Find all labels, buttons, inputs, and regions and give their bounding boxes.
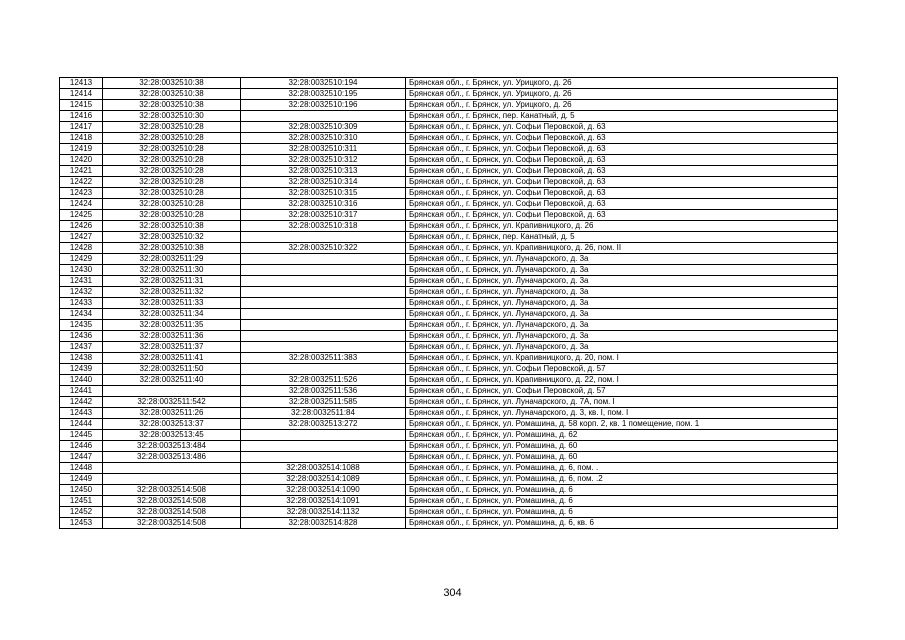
row-number-cell: 12427 [60, 232, 103, 243]
table-row [60, 276, 838, 287]
land-cadastral-number-cell: 32:28:0032514:508 [103, 507, 241, 518]
land-cadastral-number-cell: 32:28:0032510:28 [103, 122, 241, 133]
address-cell: Брянская обл., г. Брянск, ул. Софьи Перовской, д. 63 [406, 133, 838, 144]
table-row [60, 430, 838, 441]
row-number-cell: 12441 [60, 386, 103, 397]
table-row [60, 419, 838, 430]
address-cell: Брянская обл., г. Брянск, ул. Луначарского, д. 3а [406, 309, 838, 320]
row-number-cell: 12430 [60, 265, 103, 276]
table-row [60, 408, 838, 419]
land-cadastral-number-cell [103, 463, 241, 474]
land-cadastral-number-cell: 32:28:0032510:28 [103, 166, 241, 177]
object-cadastral-number-cell: 32:28:0032510:309 [241, 122, 406, 133]
table-row [60, 496, 838, 507]
address-cell: Брянская обл., г. Брянск, ул. Луначарского, д. 3а [406, 265, 838, 276]
table-row [60, 78, 838, 89]
row-number-cell: 12436 [60, 331, 103, 342]
object-cadastral-number-cell: 32:28:0032514:1090 [241, 485, 406, 496]
table-row [60, 518, 838, 529]
table-row [60, 320, 838, 331]
row-number-cell: 12435 [60, 320, 103, 331]
row-number-cell: 12419 [60, 144, 103, 155]
land-cadastral-number-cell: 32:28:0032511:37 [103, 342, 241, 353]
address-cell: Брянская обл., г. Брянск, пер. Канатный, д. 5 [406, 111, 838, 122]
object-cadastral-number-cell: 32:28:0032511:536 [241, 386, 406, 397]
address-cell: Брянская обл., г. Брянск, ул. Луначарского, д. 3а [406, 298, 838, 309]
address-cell: Брянская обл., г. Брянск, ул. Софьи Перовской, д. 63 [406, 210, 838, 221]
object-cadastral-number-cell [241, 276, 406, 287]
object-cadastral-number-cell: 32:28:0032510:195 [241, 89, 406, 100]
object-cadastral-number-cell [241, 111, 406, 122]
land-cadastral-number-cell: 32:28:0032514:508 [103, 518, 241, 529]
land-cadastral-number-cell: 32:28:0032510:30 [103, 111, 241, 122]
object-cadastral-number-cell: 32:28:0032510:312 [241, 155, 406, 166]
table-row [60, 463, 838, 474]
row-number-cell: 12414 [60, 89, 103, 100]
row-number-cell: 12439 [60, 364, 103, 375]
address-cell: Брянская обл., г. Брянск, ул. Луначарского, д. 3а [406, 331, 838, 342]
object-cadastral-number-cell: 32:28:0032511:585 [241, 397, 406, 408]
object-cadastral-number-cell: 32:28:0032510:316 [241, 199, 406, 210]
address-cell: Брянская обл., г. Брянск, ул. Софьи Перовской, д. 63 [406, 177, 838, 188]
address-cell: Брянская обл., г. Брянск, ул. Ромашина, д. 6, кв. 6 [406, 518, 838, 529]
object-cadastral-number-cell: 32:28:0032514:1088 [241, 463, 406, 474]
row-number-cell: 12428 [60, 243, 103, 254]
row-number-cell: 12420 [60, 155, 103, 166]
land-cadastral-number-cell: 32:28:0032513:37 [103, 419, 241, 430]
object-cadastral-number-cell: 32:28:0032514:1132 [241, 507, 406, 518]
address-cell: Брянская обл., г. Брянск, ул. Ромашина, д. 6, пом. . [406, 463, 838, 474]
land-cadastral-number-cell [103, 386, 241, 397]
object-cadastral-number-cell: 32:28:0032510:194 [241, 78, 406, 89]
land-cadastral-number-cell: 32:28:0032510:28 [103, 133, 241, 144]
land-cadastral-number-cell: 32:28:0032511:41 [103, 353, 241, 364]
object-cadastral-number-cell: 32:28:0032511:383 [241, 353, 406, 364]
table-row [60, 221, 838, 232]
row-number-cell: 12413 [60, 78, 103, 89]
address-cell: Брянская обл., г. Брянск, ул. Урицкого, д. 26 [406, 89, 838, 100]
object-cadastral-number-cell: 32:28:0032514:828 [241, 518, 406, 529]
table-row [60, 386, 838, 397]
object-cadastral-number-cell: 32:28:0032510:311 [241, 144, 406, 155]
row-number-cell: 12433 [60, 298, 103, 309]
object-cadastral-number-cell [241, 320, 406, 331]
land-cadastral-number-cell: 32:28:0032510:38 [103, 243, 241, 254]
table-row [60, 452, 838, 463]
table-row [60, 254, 838, 265]
land-cadastral-number-cell: 32:28:0032511:26 [103, 408, 241, 419]
land-cadastral-number-cell [103, 474, 241, 485]
land-cadastral-number-cell: 32:28:0032513:484 [103, 441, 241, 452]
table-row [60, 441, 838, 452]
object-cadastral-number-cell: 32:28:0032514:1091 [241, 496, 406, 507]
object-cadastral-number-cell [241, 287, 406, 298]
address-cell: Брянская обл., г. Брянск, ул. Луначарского, д. 3а [406, 254, 838, 265]
row-number-cell: 12449 [60, 474, 103, 485]
address-cell: Брянская обл., г. Брянск, пер. Канатный, д. 5 [406, 232, 838, 243]
address-cell: Брянская обл., г. Брянск, ул. Софьи Перовской, д. 57 [406, 386, 838, 397]
row-number-cell: 12438 [60, 353, 103, 364]
object-cadastral-number-cell: 32:28:0032510:310 [241, 133, 406, 144]
object-cadastral-number-cell [241, 232, 406, 243]
row-number-cell: 12452 [60, 507, 103, 518]
table-row [60, 144, 838, 155]
table-row [60, 199, 838, 210]
row-number-cell: 12446 [60, 441, 103, 452]
object-cadastral-number-cell [241, 254, 406, 265]
table-row [60, 166, 838, 177]
land-cadastral-number-cell: 32:28:0032510:28 [103, 144, 241, 155]
address-cell: Брянская обл., г. Брянск, ул. Луначарского, д. 3, кв. I, пом. I [406, 408, 838, 419]
object-cadastral-number-cell [241, 298, 406, 309]
land-cadastral-number-cell: 32:28:0032511:36 [103, 331, 241, 342]
table-row [60, 353, 838, 364]
table-row [60, 342, 838, 353]
object-cadastral-number-cell: 32:28:0032510:196 [241, 100, 406, 111]
table-row [60, 364, 838, 375]
object-cadastral-number-cell [241, 364, 406, 375]
row-number-cell: 12426 [60, 221, 103, 232]
address-cell: Брянская обл., г. Брянск, ул. Крапивницкого, д. 22, пом. I [406, 375, 838, 386]
land-cadastral-number-cell: 32:28:0032510:28 [103, 210, 241, 221]
object-cadastral-number-cell: 32:28:0032510:317 [241, 210, 406, 221]
land-cadastral-number-cell: 32:28:0032510:32 [103, 232, 241, 243]
row-number-cell: 12440 [60, 375, 103, 386]
land-cadastral-number-cell: 32:28:0032514:508 [103, 485, 241, 496]
table-row [60, 507, 838, 518]
table-row [60, 122, 838, 133]
land-cadastral-number-cell: 32:28:0032511:34 [103, 309, 241, 320]
land-cadastral-number-cell: 32:28:0032511:50 [103, 364, 241, 375]
address-cell: Брянская обл., г. Брянск, ул. Луначарского, д. 3а [406, 287, 838, 298]
object-cadastral-number-cell [241, 430, 406, 441]
address-cell: Брянская обл., г. Брянск, ул. Софьи Перовской, д. 63 [406, 166, 838, 177]
row-number-cell: 12444 [60, 419, 103, 430]
object-cadastral-number-cell: 32:28:0032511:84 [241, 408, 406, 419]
row-number-cell: 12429 [60, 254, 103, 265]
table-row [60, 133, 838, 144]
row-number-cell: 12453 [60, 518, 103, 529]
registry-table-body [60, 78, 838, 529]
table-row [60, 243, 838, 254]
row-number-cell: 12447 [60, 452, 103, 463]
table-row [60, 177, 838, 188]
land-cadastral-number-cell: 32:28:0032511:35 [103, 320, 241, 331]
object-cadastral-number-cell [241, 441, 406, 452]
address-cell: Брянская обл., г. Брянск, ул. Ромашина, д. 6 [406, 507, 838, 518]
object-cadastral-number-cell: 32:28:0032510:315 [241, 188, 406, 199]
row-number-cell: 12432 [60, 287, 103, 298]
object-cadastral-number-cell: 32:28:0032513:272 [241, 419, 406, 430]
address-cell: Брянская обл., г. Брянск, ул. Луначарского, д. 7А, пом. I [406, 397, 838, 408]
land-cadastral-number-cell: 32:28:0032510:38 [103, 221, 241, 232]
row-number-cell: 12450 [60, 485, 103, 496]
row-number-cell: 12422 [60, 177, 103, 188]
object-cadastral-number-cell [241, 309, 406, 320]
land-cadastral-number-cell: 32:28:0032510:28 [103, 155, 241, 166]
land-cadastral-number-cell: 32:28:0032511:31 [103, 276, 241, 287]
row-number-cell: 12423 [60, 188, 103, 199]
row-number-cell: 12442 [60, 397, 103, 408]
object-cadastral-number-cell: 32:28:0032510:322 [241, 243, 406, 254]
row-number-cell: 12425 [60, 210, 103, 221]
address-cell: Брянская обл., г. Брянск, ул. Крапивницкого, д. 20, пом. I [406, 353, 838, 364]
table-row [60, 397, 838, 408]
address-cell: Брянская обл., г. Брянск, ул. Ромашина, д. 58 корп. 2, кв. 1 помещение, пом. 1 [406, 419, 838, 430]
table-row [60, 375, 838, 386]
row-number-cell: 12437 [60, 342, 103, 353]
registry-table [59, 77, 838, 529]
address-cell: Брянская обл., г. Брянск, ул. Ромашина, д. 6, пом. .2 [406, 474, 838, 485]
object-cadastral-number-cell [241, 265, 406, 276]
row-number-cell: 12431 [60, 276, 103, 287]
table-row [60, 265, 838, 276]
row-number-cell: 12448 [60, 463, 103, 474]
table-row [60, 89, 838, 100]
address-cell: Брянская обл., г. Брянск, ул. Урицкого, д. 26 [406, 100, 838, 111]
address-cell: Брянская обл., г. Брянск, ул. Софьи Перовской, д. 63 [406, 155, 838, 166]
address-cell: Брянская обл., г. Брянск, ул. Луначарского, д. 3а [406, 342, 838, 353]
object-cadastral-number-cell: 32:28:0032510:314 [241, 177, 406, 188]
table-row [60, 474, 838, 485]
object-cadastral-number-cell [241, 331, 406, 342]
row-number-cell: 12416 [60, 111, 103, 122]
address-cell: Брянская обл., г. Брянск, ул. Крапивницкого, д. 26 [406, 221, 838, 232]
address-cell: Брянская обл., г. Брянск, ул. Крапивницкого, д. 26, пом. II [406, 243, 838, 254]
table-row [60, 210, 838, 221]
table-row [60, 485, 838, 496]
land-cadastral-number-cell: 32:28:0032513:486 [103, 452, 241, 463]
object-cadastral-number-cell: 32:28:0032510:313 [241, 166, 406, 177]
row-number-cell: 12443 [60, 408, 103, 419]
address-cell: Брянская обл., г. Брянск, ул. Софьи Перовской, д. 63 [406, 199, 838, 210]
object-cadastral-number-cell: 32:28:0032514:1089 [241, 474, 406, 485]
address-cell: Брянская обл., г. Брянск, ул. Ромашина, д. 6 [406, 496, 838, 507]
table-row [60, 287, 838, 298]
object-cadastral-number-cell [241, 452, 406, 463]
land-cadastral-number-cell: 32:28:0032511:40 [103, 375, 241, 386]
address-cell: Брянская обл., г. Брянск, ул. Урицкого, д. 26 [406, 78, 838, 89]
address-cell: Брянская обл., г. Брянск, ул. Софьи Перовской, д. 63 [406, 144, 838, 155]
address-cell: Брянская обл., г. Брянск, ул. Софьи Перовской, д. 63 [406, 122, 838, 133]
land-cadastral-number-cell: 32:28:0032510:28 [103, 188, 241, 199]
address-cell: Брянская обл., г. Брянск, ул. Ромашина, д. 6 [406, 485, 838, 496]
table-row [60, 188, 838, 199]
address-cell: Брянская обл., г. Брянск, ул. Ромашина, д. 60 [406, 452, 838, 463]
object-cadastral-number-cell [241, 342, 406, 353]
address-cell: Брянская обл., г. Брянск, ул. Софьи Перовской, д. 63 [406, 188, 838, 199]
address-cell: Брянская обл., г. Брянск, ул. Ромашина, д. 62 [406, 430, 838, 441]
object-cadastral-number-cell: 32:28:0032510:318 [241, 221, 406, 232]
row-number-cell: 12417 [60, 122, 103, 133]
address-cell: Брянская обл., г. Брянск, ул. Луначарского, д. 3а [406, 276, 838, 287]
row-number-cell: 12424 [60, 199, 103, 210]
land-cadastral-number-cell: 32:28:0032510:38 [103, 100, 241, 111]
object-cadastral-number-cell: 32:28:0032511:526 [241, 375, 406, 386]
row-number-cell: 12421 [60, 166, 103, 177]
table-row [60, 111, 838, 122]
row-number-cell: 12415 [60, 100, 103, 111]
land-cadastral-number-cell: 32:28:0032510:38 [103, 89, 241, 100]
table-row [60, 309, 838, 320]
land-cadastral-number-cell: 32:28:0032511:33 [103, 298, 241, 309]
row-number-cell: 12434 [60, 309, 103, 320]
table-row [60, 298, 838, 309]
land-cadastral-number-cell: 32:28:0032511:30 [103, 265, 241, 276]
address-cell: Брянская обл., г. Брянск, ул. Софьи Перовской, д. 57 [406, 364, 838, 375]
row-number-cell: 12418 [60, 133, 103, 144]
table-row [60, 155, 838, 166]
land-cadastral-number-cell: 32:28:0032513:45 [103, 430, 241, 441]
table-row [60, 100, 838, 111]
address-cell: Брянская обл., г. Брянск, ул. Луначарского, д. 3а [406, 320, 838, 331]
land-cadastral-number-cell: 32:28:0032510:28 [103, 177, 241, 188]
row-number-cell: 12451 [60, 496, 103, 507]
table-row [60, 232, 838, 243]
land-cadastral-number-cell: 32:28:0032511:32 [103, 287, 241, 298]
land-cadastral-number-cell: 32:28:0032511:29 [103, 254, 241, 265]
address-cell: Брянская обл., г. Брянск, ул. Ромашина, д. 60 [406, 441, 838, 452]
land-cadastral-number-cell: 32:28:0032510:28 [103, 199, 241, 210]
page-number: 304 [443, 587, 462, 599]
table-row [60, 331, 838, 342]
row-number-cell: 12445 [60, 430, 103, 441]
land-cadastral-number-cell: 32:28:0032511:542 [103, 397, 241, 408]
land-cadastral-number-cell: 32:28:0032510:38 [103, 78, 241, 89]
land-cadastral-number-cell: 32:28:0032514:508 [103, 496, 241, 507]
